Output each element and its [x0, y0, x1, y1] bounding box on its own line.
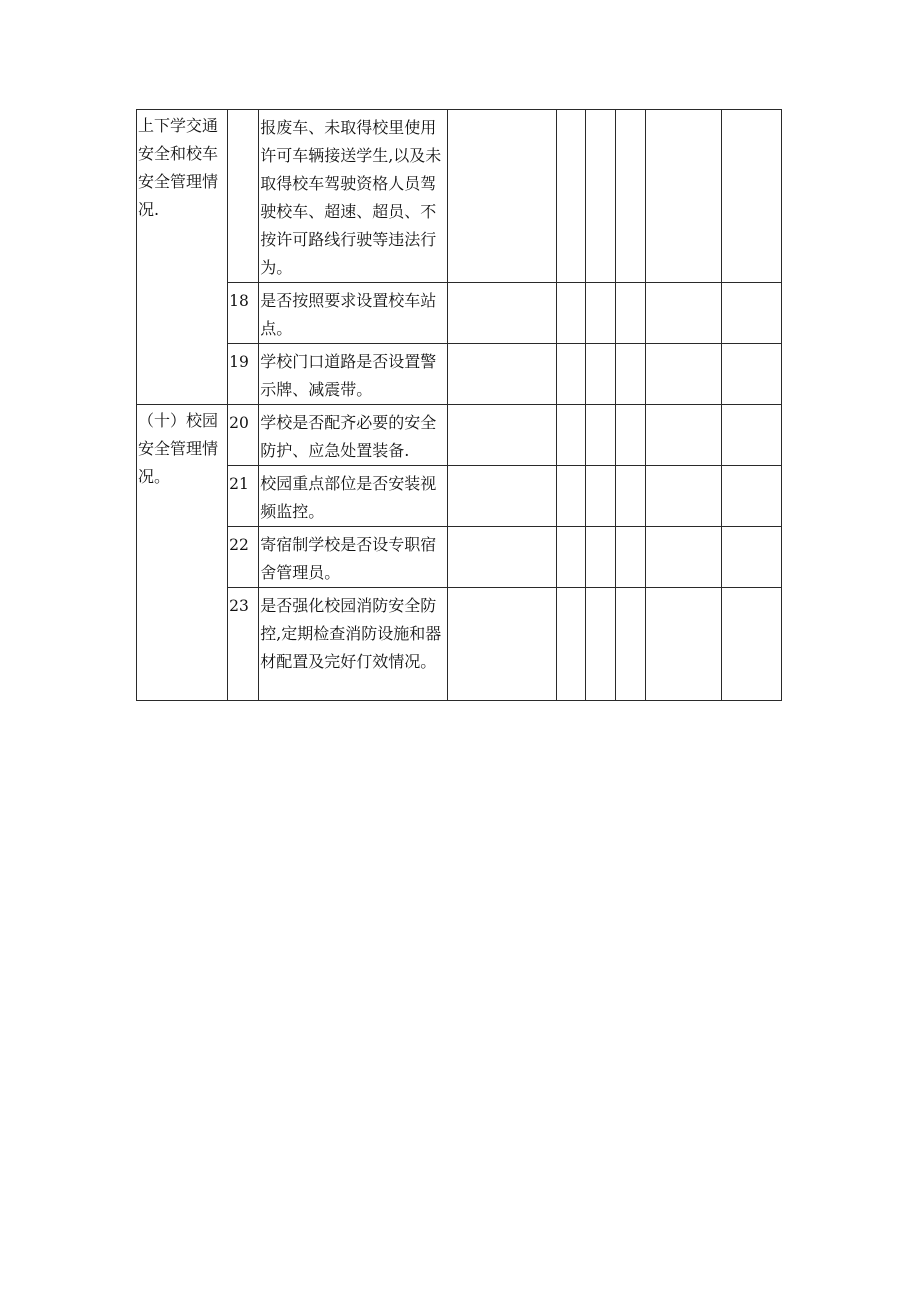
blank-cell: [585, 405, 615, 466]
blank-cell: [585, 466, 615, 527]
blank-cell: [448, 405, 556, 466]
item-content-cell: 寄宿制学校是否设专职宿舍管理员。: [259, 527, 448, 588]
item-number-cell: 22: [228, 527, 259, 588]
item-content-cell: 报废车、未取得校里使用许可车辆接送学生,以及未取得校车驾驶资格人员驾驶校车、超速、超员、不按许可路线行驶等违法行为。: [259, 110, 448, 283]
blank-cell: [585, 588, 615, 701]
blank-cell: [615, 588, 645, 701]
item-number-cell: 23: [228, 588, 259, 701]
blank-cell: [721, 405, 781, 466]
blank-cell: [585, 110, 615, 283]
blank-cell: [721, 283, 781, 344]
blank-cell: [448, 588, 556, 701]
category-cell: （十）校园安全管理情况。: [137, 405, 228, 701]
blank-cell: [448, 283, 556, 344]
blank-cell: [556, 110, 585, 283]
blank-cell: [556, 588, 585, 701]
blank-cell: [645, 405, 721, 466]
item-number-cell: [228, 110, 259, 283]
blank-cell: [615, 283, 645, 344]
item-content-cell: 学校是否配齐必要的安全防护、应急处置装备.: [259, 405, 448, 466]
blank-cell: [448, 527, 556, 588]
blank-cell: [721, 466, 781, 527]
blank-cell: [556, 283, 585, 344]
blank-cell: [556, 405, 585, 466]
item-number-cell: 19: [228, 344, 259, 405]
table-row: [137, 283, 782, 344]
blank-cell: [556, 466, 585, 527]
table-row: [137, 588, 782, 701]
blank-cell: [721, 588, 781, 701]
item-number-cell: 20: [228, 405, 259, 466]
blank-cell: [556, 344, 585, 405]
blank-cell: [645, 588, 721, 701]
blank-cell: [721, 527, 781, 588]
table-row: [137, 344, 782, 405]
blank-cell: [585, 344, 615, 405]
blank-cell: [645, 344, 721, 405]
table-row: [137, 527, 782, 588]
table-row: [137, 110, 782, 283]
blank-cell: [615, 527, 645, 588]
blank-cell: [615, 344, 645, 405]
blank-cell: [615, 466, 645, 527]
blank-cell: [556, 527, 585, 588]
table-row: [137, 466, 782, 527]
blank-cell: [721, 110, 781, 283]
blank-cell: [615, 405, 645, 466]
blank-cell: [615, 110, 645, 283]
item-content-cell: 学校门口道路是否设置警示牌、减震带。: [259, 344, 448, 405]
item-content-cell: 是否强化校园消防安全防控,定期检查消防设施和器材配置及完好仃效情况。: [259, 588, 448, 701]
item-content-cell: 是否按照要求设置校车站点。: [259, 283, 448, 344]
blank-cell: [645, 110, 721, 283]
item-number-cell: 18: [228, 283, 259, 344]
blank-cell: [645, 283, 721, 344]
blank-cell: [585, 527, 615, 588]
item-number-cell: 21: [228, 466, 259, 527]
blank-cell: [645, 527, 721, 588]
inspection-checklist-table: [136, 109, 782, 701]
category-cell: 上下学交通安全和校车安全管理情况.: [137, 110, 228, 405]
blank-cell: [448, 466, 556, 527]
blank-cell: [585, 283, 615, 344]
blank-cell: [448, 344, 556, 405]
blank-cell: [645, 466, 721, 527]
blank-cell: [448, 110, 556, 283]
table-row: [137, 405, 782, 466]
item-content-cell: 校园重点部位是否安装视频监控。: [259, 466, 448, 527]
blank-cell: [721, 344, 781, 405]
